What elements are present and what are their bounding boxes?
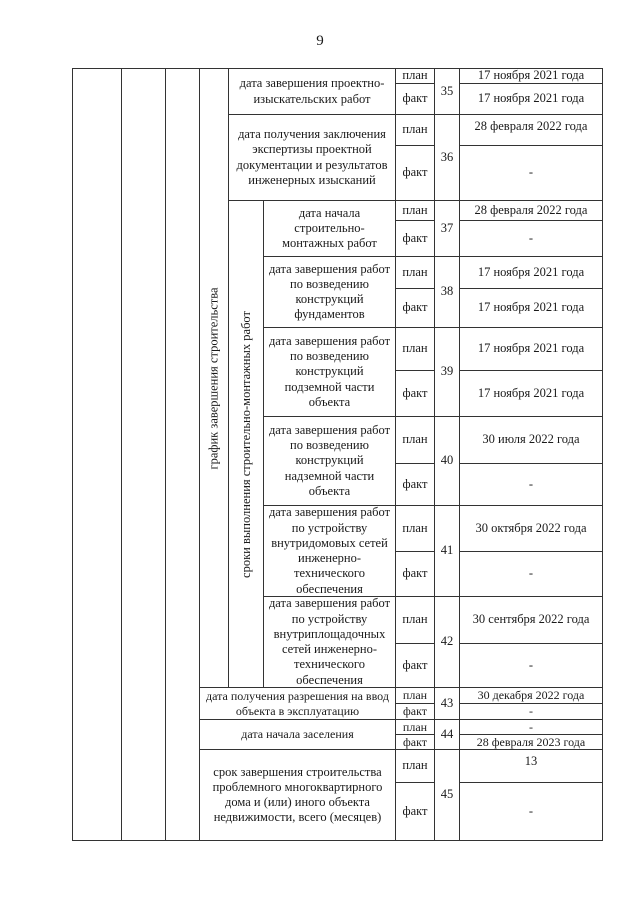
row-36-plan-value: 28 февраля 2022 года bbox=[459, 114, 603, 146]
row-41-fact-label: факт bbox=[395, 551, 435, 597]
row-36-fact-label: факт bbox=[395, 145, 435, 201]
empty-column-3 bbox=[165, 68, 200, 841]
row-36-plan-label: план bbox=[395, 114, 435, 146]
row-43-fact-value: - bbox=[459, 703, 603, 720]
row-42-fact-label: факт bbox=[395, 643, 435, 688]
row-36-fact-value: - bbox=[459, 145, 603, 201]
row-45-number: 45 bbox=[434, 749, 460, 841]
row-41-plan-value: 30 октября 2022 года bbox=[459, 505, 603, 552]
row-35-number: 35 bbox=[434, 68, 460, 115]
row-40-fact-value: - bbox=[459, 463, 603, 506]
row-43-fact-label: факт bbox=[395, 703, 435, 720]
row-37-fact-value: - bbox=[459, 220, 603, 257]
row-39-fact-value: 17 ноября 2021 года bbox=[459, 370, 603, 417]
row-39-title: дата завершения работ по возведению конструкций подземной части объекта bbox=[263, 327, 396, 417]
row-43-number: 43 bbox=[434, 687, 460, 720]
row-41-fact-value: - bbox=[459, 551, 603, 597]
row-44-plan-value: - bbox=[459, 719, 603, 735]
row-44-plan-label: план bbox=[395, 719, 435, 735]
row-38-fact-value: 17 ноября 2021 года bbox=[459, 288, 603, 328]
row-43-plan-value: 30 декабря 2022 года bbox=[459, 687, 603, 704]
row-39-plan-label: план bbox=[395, 327, 435, 371]
row-42-plan-label: план bbox=[395, 596, 435, 644]
row-43-plan-label: план bbox=[395, 687, 435, 704]
row-37-title: дата начала строительно-монтажных работ bbox=[263, 200, 396, 257]
row-45-title: срок завершения строительства проблемного многоквартирного дома и (или) иного объекта недвижимости, всего (месяцев) bbox=[199, 749, 396, 841]
row-38-plan-value: 17 ноября 2021 года bbox=[459, 256, 603, 289]
empty-column-1 bbox=[72, 68, 122, 841]
row-40-plan-label: план bbox=[395, 416, 435, 464]
row-39-plan-value: 17 ноября 2021 года bbox=[459, 327, 603, 371]
group-label: график завершения строительства bbox=[206, 286, 221, 470]
row-39-fact-label: факт bbox=[395, 370, 435, 417]
row-42-number: 42 bbox=[434, 596, 460, 688]
row-38-fact-label: факт bbox=[395, 288, 435, 328]
row-40-number: 40 bbox=[434, 416, 460, 506]
row-40-plan-value: 30 июля 2022 года bbox=[459, 416, 603, 464]
row-43-title: дата получения разрешения на ввод объекта в эксплуатацию bbox=[199, 687, 396, 720]
row-42-title: дата завершения работ по устройству внутриплощадочных сетей инженерно-технического обеспечения bbox=[263, 596, 396, 688]
row-37-plan-value: 28 февраля 2022 года bbox=[459, 200, 603, 221]
row-41-title: дата завершения работ по устройству внутридомовых сетей инженерно-технического обеспечения bbox=[263, 505, 396, 597]
row-38-title: дата завершения работ по возведению конструкций фундаментов bbox=[263, 256, 396, 328]
row-35-title: дата завершения проектно-изыскательских работ bbox=[228, 68, 396, 115]
row-36-number: 36 bbox=[434, 114, 460, 201]
row-35-plan-label: план bbox=[395, 68, 435, 84]
row-37-fact-label: факт bbox=[395, 220, 435, 257]
row-40-fact-label: факт bbox=[395, 463, 435, 506]
row-40-title: дата завершения работ по возведению конструкций надземной части объекта bbox=[263, 416, 396, 506]
row-41-number: 41 bbox=[434, 505, 460, 597]
row-45-plan-value: 13 bbox=[459, 749, 603, 783]
row-45-fact-label: факт bbox=[395, 782, 435, 841]
row-36-title: дата получения заключения экспертизы проектной документации и результатов инженерных изысканий bbox=[228, 114, 396, 201]
row-41-plan-label: план bbox=[395, 505, 435, 552]
subgroup-label: сроки выполнения строительно-монтажных работ bbox=[238, 310, 253, 578]
row-39-number: 39 bbox=[434, 327, 460, 417]
row-45-fact-value: - bbox=[459, 782, 603, 841]
row-44-title: дата начала заселения bbox=[199, 719, 396, 750]
row-38-number: 38 bbox=[434, 256, 460, 328]
row-35-plan-value: 17 ноября 2021 года bbox=[459, 68, 603, 84]
row-38-plan-label: план bbox=[395, 256, 435, 289]
row-35-fact-label: факт bbox=[395, 83, 435, 115]
page-number: 9 bbox=[316, 33, 324, 49]
row-45-plan-label: план bbox=[395, 749, 435, 783]
row-44-fact-value: 28 февраля 2023 года bbox=[459, 734, 603, 750]
row-37-number: 37 bbox=[434, 200, 460, 257]
empty-column-2 bbox=[121, 68, 166, 841]
row-35-fact-value: 17 ноября 2021 года bbox=[459, 83, 603, 115]
row-42-fact-value: - bbox=[459, 643, 603, 688]
row-42-plan-value: 30 сентября 2022 года bbox=[459, 596, 603, 644]
row-44-number: 44 bbox=[434, 719, 460, 750]
row-37-plan-label: план bbox=[395, 200, 435, 221]
row-44-fact-label: факт bbox=[395, 734, 435, 750]
